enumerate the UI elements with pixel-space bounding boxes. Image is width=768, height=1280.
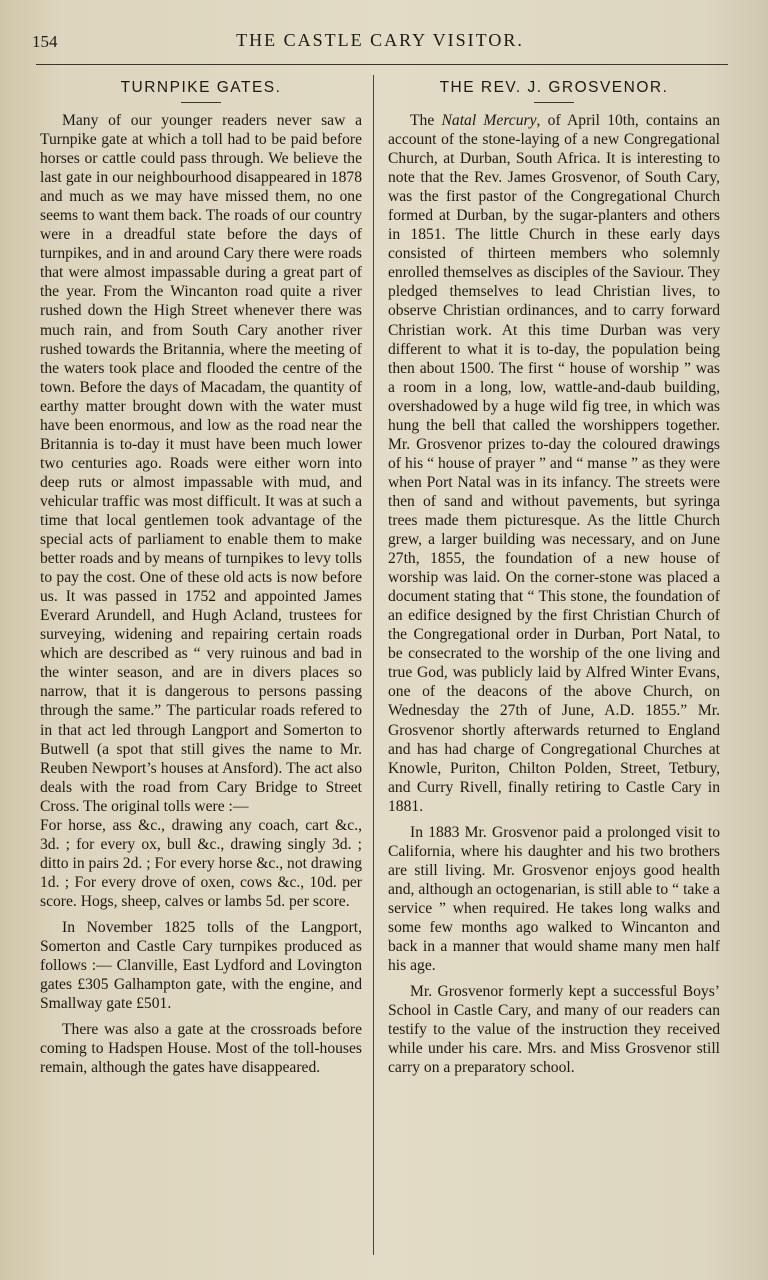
lead-the: The <box>410 112 442 129</box>
page-number: 154 <box>32 32 58 51</box>
turnpike-paragraph: In November 1825 tolls of the Langport, Somerton and Castle Cary turnpikes produced as follows :— Clanville, East Lydford and Lovington gates £305 Galhampton gate, with the engine, and Smallway gate £501. <box>40 918 362 1013</box>
title-rule <box>534 102 574 103</box>
lead-text: , of April 10th, contains an account of the stone-laying of a new Congregational Church, at Durban, South Africa. It is interesting to note that the Rev. James Grosvenor, of South Cary, was the first pastor of the Congregational Church formed at Durban, by the sugar-planters and others in 1851. The little Church in these early days consisted of thirteen members who solemnly enrolled themselves as disciples of the Saviour. They pledged themselves to lead Christian lives, to observe Christian ordinances, and to carry forward Christian work. At this time Durban was very different to what it is to-day, the population being then about 1500. The first “ house of worship ” was a room in a long, low, wattle-and-daub building, overshadowed by a huge wild fig tree, in which was hung the bell that called the worshippers together. Mr. Grosvenor prizes to-day the coloured drawings of his “ house of prayer ” and “ manse ” as they were when Port Natal was in its infancy. The streets were then of sand and without pavements, but syringa trees made them picturesque. As the little Church grew, a larger building was necessary, and on June 27th, 1855, the foundation of a new house of worship was laid. On the corner-stone was placed a document stating that “ This stone, the foundation of an edifice designed by the first Christian Church of the Congregational order in Durban, Port Natal, to be consecrated to the worship of the one living and true God, was publicly laid by Alfred Winter Evans, one of the deacons of the above Church, on Wednesday the 27th of June, A.D. 1855.” Mr. Grosvenor shortly afterwards returned to England and has had charge of Congregational Churches at Knowle, Puriton, Chilton Polden, Street, Tetbury, and Curry Rivell, finally retiring to Castle Cary in 1881. <box>388 112 720 815</box>
grosvenor-paragraph: Mr. Grosvenor formerly kept a successful Boys’ School in Castle Cary, and many of our readers can testify to the value of the instruction they received while under his care. Mrs. and Miss Grosvenor still carry on a preparatory school. <box>388 983 720 1077</box>
turnpike-title: TURNPIKE GATES. <box>120 79 282 96</box>
turnpike-paragraph: Many of our younger readers never saw a Turnpike gate at which a toll had to be paid before horses or cattle could pass through. We believe the last gate in our neighbourhood disappeared in 1878 and much as we may have missed them, no one seems to want them back. The roads of our country were in a dreadful state before the days of turnpikes, and in and around Cary there were roads that were almost impassable during a great part of the year. From the Wincanton road quite a river rushed down the High Street whenever there was much rain, and from South Cary another river rushed towards the Britannia, where the meeting of the waters took place and flooded the centre of the town. Before the days of Macadam, the quantity of earthy matter brought down with the water must have been enormous, and low as the road near the Britannia is to-day it must have been much lower two centuries ago. Roads were either worn into deep ruts or almost impassable with mud, and vehicular traffic was most difficult. It was at such a time that local gentlemen took advantage of the special acts of parliament to enable them to make better roads and by means of turnpikes to levy tolls to pay the cost. One of these old acts is now before us. It was passed in 1752 and appointed James Everard Arundell, and Hugh Acland, trustees for surveying, widening and repairing certain roads which are described as “ very ruinous and bad in the winter season, and are in divers places so narrow, that it is dangerous to persons passing through the same.” The particular roads refered to in that act led through Langport and Somerton to Butwell (a spot that still gives the name to Mr. Reuben Newport’s houses at Ansford). The act also deals with the road from Cary Bridge to Street Cross. The original tolls were :— <box>40 112 362 815</box>
newspaper-title: Natal Mercury <box>441 112 537 129</box>
grosvenor-title: THE REV. J. GROSVENOR. <box>439 79 669 96</box>
header-rule <box>36 64 728 65</box>
grosvenor-article <box>388 78 720 1077</box>
turnpike-paragraph: There was also a gate at the crossroads before coming to Hadspen House. Most of the toll-houses remain, although the gates have disappeared. <box>40 1021 362 1077</box>
grosvenor-paragraph: In 1883 Mr. Grosvenor paid a prolonged visit to California, where his daughter and his two brothers are still living. Mr. Grosvenor enjoys good health and, although an octogenarian, is still able to “ take a service ” when required. He takes long walks and some few months ago walked to Wincanton and back in a manner that would shame many men half his age. <box>388 823 720 975</box>
page-header <box>30 30 730 60</box>
title-rule <box>181 102 221 103</box>
running-title: THE CASTLE CARY VISITOR. <box>236 30 524 50</box>
turnpike-article <box>40 78 362 1077</box>
toll-list: For horse, ass &c., drawing any coach, cart &c., 3d. ; for every ox, bull &c., drawing singly 3d. ; ditto in pairs 2d. ; For every horse &c., not drawing 1d. ; For every drove of oxen, cows &c., 10d. per score. Hogs, sheep, calves or lambs 5d. per score. <box>40 816 362 910</box>
column-divider <box>373 75 374 1255</box>
grosvenor-paragraph <box>388 111 720 816</box>
